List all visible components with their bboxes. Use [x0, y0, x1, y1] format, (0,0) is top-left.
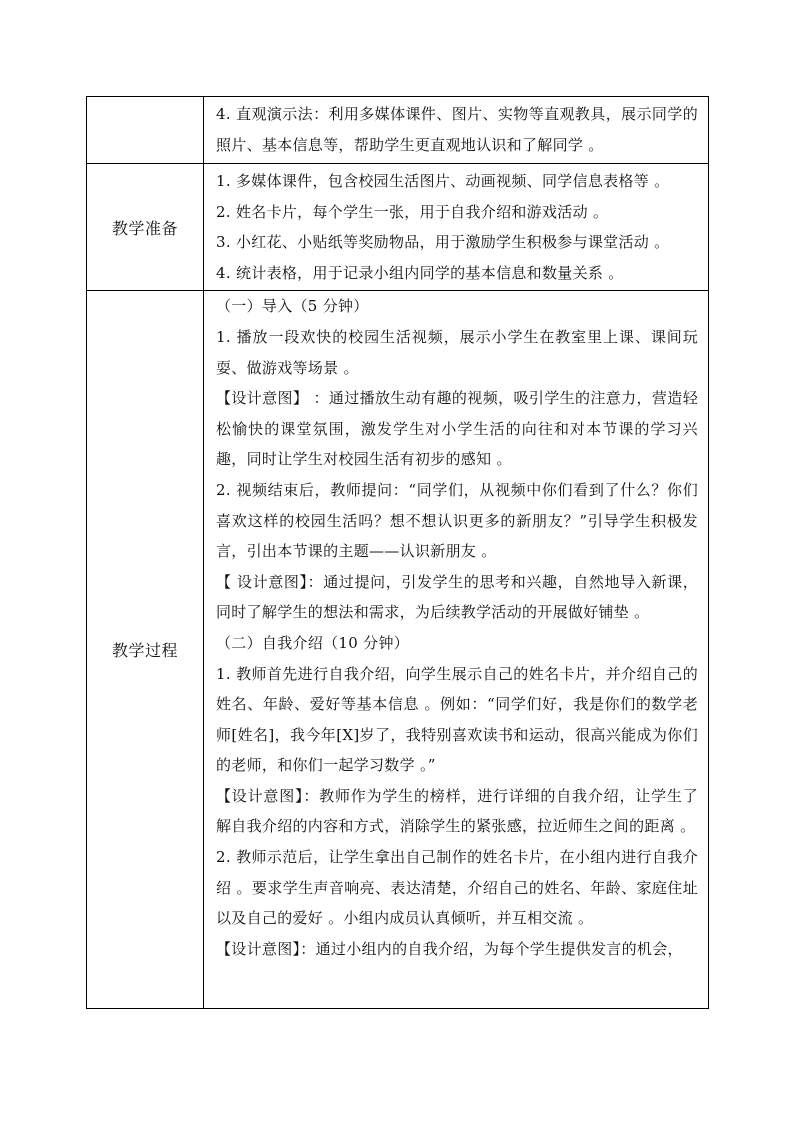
process-paragraph: 1. 教师首先进行自我介绍，向学生展示自己的姓名卡片，并介绍自己的姓名、年龄、爱好等基本信息 。例如：“同学们好，我是你们的数学老师[姓名]，我今年[X]岁了，我特别喜欢读书和运动，很高兴能成为你们的老师，和你们一起学习数学 。”: [216, 664, 698, 775]
design-intent-paragraph: 【设计意图】 ：通过播放生动有趣的视频，吸引学生的注意力，营造轻松愉快的课堂氛围，激发学生对小学生活的向往和对本节课的学习兴趣，同时让学生对校园生活有初步的感知 。: [216, 389, 698, 469]
lesson-plan-table: [86, 96, 709, 1009]
row-teaching-process: [87, 291, 709, 1009]
design-intent-paragraph: 【 设计意图】：通过提问，引发学生的思考和兴趣，自然地导入新课，同时了解学生的想法和需求，为后续教学活动的开展做好铺垫 。: [216, 572, 698, 622]
methods-paragraph-4: 4. 直观演示法：利用多媒体课件、图片、实物等直观教具，展示同学的照片、基本信息等，帮助学生更直观地认识和了解同学 。: [216, 105, 698, 154]
process-section-heading: （一）导入（5 分钟）: [216, 297, 369, 316]
process-content: [204, 291, 709, 1009]
preparation-item-4: 4. 统计表格，用于记录小组内同学的基本信息和数量关系 。: [216, 263, 624, 282]
design-intent-paragraph: 【设计意图】：教师作为学生的榜样，进行详细的自我介绍，让学生了解自我介绍的内容和方式，消除学生的紧张感，拉近师生之间的距离 。: [216, 786, 698, 836]
preparation-item-1: 1. 多媒体课件，包含校园生活图片、动画视频、同学信息表格等 。: [216, 172, 670, 190]
row-teaching-methods: [87, 97, 709, 164]
process-section-heading: （二）自我介绍（10 分钟）: [216, 633, 410, 652]
process-paragraph: 2. 教师示范后，让学生拿出自己制作的姓名卡片，在小组内进行自我介绍 。要求学生声音响亮、表达清楚，介绍自己的姓名、年龄、家庭住址以及自己的爱好 。小组内成员认真倾听，并互相交流 。: [216, 848, 698, 928]
row-label-process: 教学过程: [87, 291, 204, 1009]
methods-content: [204, 97, 709, 164]
design-intent-paragraph: 【设计意图】：通过小组内的自我介绍，为每个学生提供发言的机会，: [216, 939, 683, 958]
process-paragraph: 2. 视频结束后，教师提问：“同学们，从视频中你们看到了什么？你们喜欢这样的校园生活吗？想不想认识更多的新朋友？”引导学生积极发言，引出本节课的主题——认识新朋友 。: [216, 480, 698, 561]
row-label-preparation: 教学准备: [87, 164, 204, 291]
row-teaching-preparation: [87, 164, 709, 291]
process-paragraph: 1. 播放一段欢快的校园生活视频，展示小学生在教室里上课、课间玩耍、做游戏等场景 。: [216, 327, 698, 377]
row-label-empty: [87, 97, 204, 164]
preparation-item-3: 3. 小红花、小贴纸等奖励物品，用于激励学生积极参与课堂活动 。: [216, 233, 670, 252]
preparation-content: [204, 164, 709, 291]
preparation-item-2: 2. 姓名卡片，每个学生一张，用于自我介绍和游戏活动 。: [216, 202, 609, 221]
